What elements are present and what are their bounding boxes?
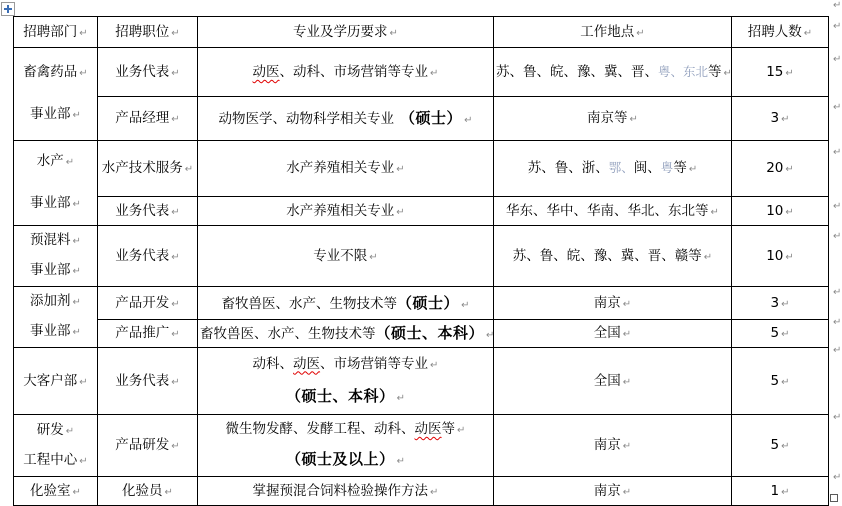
paragraph-mark: ↵ [396,392,405,404]
requirement-cell[interactable] [198,97,494,141]
end-of-row-mark: ↵ [833,102,842,113]
requirement-text: 、动科、市场营销等专业 [279,63,429,80]
location-text-muted: 粤、东北 [658,63,709,79]
paragraph-mark: ↵ [72,327,81,338]
end-of-row-mark: ↵ [833,0,842,11]
headcount-value: 1 [770,482,780,499]
paragraph-mark: ↵ [457,425,466,436]
dept-text: 添加剂 [30,293,71,309]
position-text: 业务代表 [115,202,170,219]
headcount-value: 20 [766,160,784,177]
headcount-cell[interactable] [732,97,829,141]
table-row [14,287,829,320]
position-text: 化验员 [122,482,163,499]
paragraph-mark: ↵ [622,441,632,453]
paragraph-mark: ↵ [72,297,81,308]
dept-cell-premix[interactable] [14,226,98,287]
headcount-value: 5 [770,372,780,389]
requirement-degree-bold: （硕士及以上） [286,450,395,468]
header-position[interactable] [98,17,198,48]
requirement-text: 水产养殖相关专业 [286,202,395,219]
table-row [14,477,829,506]
location-cell[interactable] [494,97,732,141]
end-of-row-mark: ↵ [833,201,842,212]
end-of-row-mark: ↵ [833,54,842,65]
location-text: 苏、鲁、皖、豫、冀、晋、赣等 [512,247,702,264]
dept-cell-livestock-pharma[interactable] [14,48,98,141]
recruitment-table [13,16,829,506]
paragraph-mark: ↵ [622,329,632,341]
paragraph-mark: ↵ [171,376,180,388]
table-row [14,97,829,141]
requirement-cell[interactable] [198,287,494,320]
requirement-cell[interactable] [198,197,494,226]
end-of-row-mark: ↵ [833,287,842,298]
requirement-degree-bold: （硕士、本科） [375,324,485,343]
headcount-cell[interactable] [732,197,829,226]
paragraph-mark: ↵ [171,329,180,341]
paragraph-mark: ↵ [781,298,790,310]
paragraph-mark: ↵ [785,67,794,79]
paragraph-mark: ↵ [781,441,790,453]
header-position-label: 招聘职位 [115,23,170,40]
location-cell[interactable] [494,287,732,320]
paragraph-mark: ↵ [171,298,180,310]
table-move-handle-icon[interactable] [1,2,15,16]
requirement-cell[interactable] [198,48,494,97]
table-row [14,48,829,97]
dept-cell-key-accounts[interactable] [14,348,98,415]
position-cell[interactable] [98,48,198,97]
end-of-row-mark: ↵ [833,345,842,356]
requirement-text: 动科、 [252,355,294,372]
table-resize-handle[interactable] [830,494,838,502]
header-headcount[interactable] [732,17,829,48]
location-text: 南京 [593,294,621,311]
end-of-row-mark: ↵ [833,412,842,423]
location-text: 南京 [593,437,621,454]
headcount-cell[interactable] [732,319,829,347]
position-text: 业务代表 [115,63,170,80]
position-cell[interactable] [98,226,198,287]
dept-text: 工程中心 [23,451,78,468]
location-text: 全国 [593,325,621,342]
paragraph-mark: ↵ [79,455,88,467]
dept-text: 水产 [36,153,64,169]
requirement-text: 水产养殖相关专业 [286,160,395,177]
location-text: 全国 [593,372,621,389]
requirement-text: 专业不限 [313,247,368,264]
paragraph-mark: ↵ [629,114,638,126]
location-text: 华东、华中、华南、华北、东北等 [506,202,709,219]
paragraph-mark: ↵ [781,376,790,388]
location-text: 闽、 [633,160,661,177]
paragraph-mark: ↵ [396,164,405,176]
paragraph-mark: ↵ [703,251,713,263]
requirement-text: 畜牧兽医、水产、生物技术等 [200,326,376,343]
headcount-value: 15 [766,63,784,80]
position-cell[interactable] [98,197,198,226]
paragraph-mark: ↵ [430,359,439,371]
headcount-value: 5 [770,437,780,454]
dept-text: 大客户部 [23,372,78,389]
header-dept-label: 招聘部门 [23,23,78,40]
paragraph-mark: ↵ [430,486,439,498]
location-text: 苏、鲁、皖、豫、冀、晋、 [496,63,658,80]
move-arrow-vertical [7,5,9,13]
position-cell[interactable] [98,287,198,320]
requirement-cell[interactable] [198,319,494,347]
paragraph-mark: ↵ [72,266,81,277]
paragraph-mark: ↵ [72,199,81,210]
headcount-value: 3 [770,110,780,127]
header-location-label: 工作地点 [580,23,635,40]
paragraph-mark: ↵ [79,376,88,388]
header-location[interactable] [494,17,732,48]
paragraph-mark: ↵ [785,206,794,218]
paragraph-mark: ↵ [171,251,180,263]
table-row [14,348,829,415]
paragraph-mark: ↵ [723,67,732,79]
requirement-text: 等 [441,421,456,437]
end-of-row-mark: ↵ [833,317,842,328]
paragraph-mark: ↵ [430,67,439,79]
requirement-cell[interactable] [198,415,494,477]
dept-text: 化验室 [30,482,71,499]
position-cell[interactable] [98,415,198,477]
requirement-degree-bold: （硕士） [407,109,463,128]
headcount-cell[interactable] [732,48,829,97]
location-cell[interactable] [494,319,732,347]
requirement-cell[interactable] [198,226,494,287]
location-text: 南京 [593,482,621,499]
dept-cell-lab[interactable] [14,477,98,506]
paragraph-mark: ↵ [171,67,180,79]
paragraph-mark: ↵ [781,486,790,498]
headcount-cell[interactable] [732,141,829,197]
position-text: 产品推广 [115,325,170,342]
headcount-value: 10 [766,202,784,219]
headcount-cell[interactable] [732,226,829,287]
end-of-row-mark: ↵ [833,231,842,242]
requirement-text-misspelled: 动医 [293,355,321,372]
table-row [14,319,829,347]
headcount-cell[interactable] [732,348,829,415]
location-cell[interactable] [494,141,732,197]
position-text: 业务代表 [115,247,170,264]
paragraph-mark: ↵ [464,115,473,127]
table-row [14,415,829,477]
paragraph-mark: ↵ [622,486,632,498]
paragraph-mark: ↵ [171,27,180,39]
position-cell[interactable] [98,477,198,506]
paragraph-mark: ↵ [72,110,81,121]
dept-text: 事业部 [30,195,71,211]
paragraph-mark: ↵ [710,206,719,218]
dept-text: 研发 [36,421,64,438]
headcount-value: 3 [770,294,780,311]
location-text: 等 [708,63,722,80]
paragraph-mark: ↵ [486,330,495,342]
location-text: 南京等 [587,110,628,127]
paragraph-mark: ↵ [785,164,794,176]
paragraph-mark: ↵ [688,164,698,176]
paragraph-mark: ↵ [781,329,790,341]
header-requirement[interactable] [198,17,494,48]
header-requirement-label: 专业及学历要求 [293,23,388,40]
paragraph-mark: ↵ [164,486,173,498]
dept-cell-rd-center[interactable] [14,415,98,477]
paragraph-mark: ↵ [389,27,398,39]
requirement-cell[interactable] [198,348,494,415]
location-text: 苏、鲁、浙、 [527,160,609,177]
end-of-row-mark: ↵ [833,21,842,32]
paragraph-mark: ↵ [636,27,645,39]
headcount-cell[interactable] [732,287,829,320]
headcount-value: 5 [770,325,780,342]
paragraph-mark: ↵ [396,456,405,467]
paragraph-mark: ↵ [65,157,75,168]
paragraph-mark: ↵ [171,206,180,218]
paragraph-mark: ↵ [622,376,632,388]
paragraph-mark: ↵ [461,299,470,311]
location-cell[interactable] [494,197,732,226]
dept-cell-aquatic[interactable] [14,141,98,226]
requirement-text-misspelled: 动医 [252,63,280,80]
location-text-muted: 粤 [660,160,674,176]
paragraph-mark: ↵ [72,486,81,498]
requirement-text: 微生物发酵、发酵工程、动科、 [225,421,415,437]
requirement-cell[interactable] [198,141,494,197]
headcount-cell[interactable] [732,415,829,477]
paragraph-mark: ↵ [785,251,794,263]
requirement-text-misspelled: 动医 [414,421,442,437]
requirement-degree-bold: （硕士） [397,293,460,312]
paragraph-mark: ↵ [79,68,88,79]
location-cell[interactable] [494,48,732,97]
table-row [14,226,829,287]
position-cell[interactable] [98,97,198,141]
paragraph-mark: ↵ [803,27,813,39]
headcount-cell[interactable] [732,477,829,506]
dept-text: 事业部 [30,106,71,122]
end-of-row-mark: ↵ [833,472,842,483]
position-cell[interactable] [98,141,198,197]
requirement-text: 掌握预混合饲料检验操作方法 [252,482,429,499]
requirement-text: 畜牧兽医、水产、生物技术等 [221,295,398,312]
table-row [14,197,829,226]
position-text: 产品经理 [115,110,170,127]
position-cell[interactable] [98,319,198,347]
paragraph-mark: ↵ [65,425,75,437]
position-text: 业务代表 [115,372,170,389]
dept-text: 预混料 [30,232,71,248]
location-cell[interactable] [494,348,732,415]
paragraph-mark: ↵ [171,441,180,453]
paragraph-mark: ↵ [184,164,194,176]
requirement-cell[interactable] [198,477,494,506]
paragraph-mark: ↵ [369,251,378,263]
dept-text: 事业部 [30,323,71,339]
table-row [14,141,829,197]
location-cell[interactable] [494,226,732,287]
header-row [14,17,829,48]
location-text-muted: 鄂、 [608,160,634,176]
paragraph-mark: ↵ [171,114,180,126]
position-text: 水产技术服务 [101,160,183,177]
requirement-degree-bold: （硕士、本科） [286,386,395,405]
paragraph-mark: ↵ [79,27,88,39]
paragraph-mark: ↵ [781,114,790,126]
requirement-text: 动物医学、动物科学相关专业 [218,111,408,128]
headcount-value: 10 [766,247,784,264]
location-cell[interactable] [494,477,732,506]
paragraph-mark: ↵ [622,298,632,310]
header-dept[interactable] [14,17,98,48]
position-text: 产品开发 [115,294,170,311]
requirement-text: 、市场营销等专业 [320,355,429,372]
dept-text: 畜禽药品 [23,64,78,80]
position-cell[interactable] [98,348,198,415]
paragraph-mark: ↵ [396,206,405,218]
position-text: 产品研发 [115,437,170,454]
end-of-row-mark: ↵ [833,147,842,158]
dept-text: 事业部 [30,262,71,278]
paragraph-mark: ↵ [72,236,81,247]
dept-cell-additive[interactable] [14,287,98,348]
header-headcount-label: 招聘人数 [747,23,802,40]
location-text: 等 [673,160,687,177]
location-cell[interactable] [494,415,732,477]
